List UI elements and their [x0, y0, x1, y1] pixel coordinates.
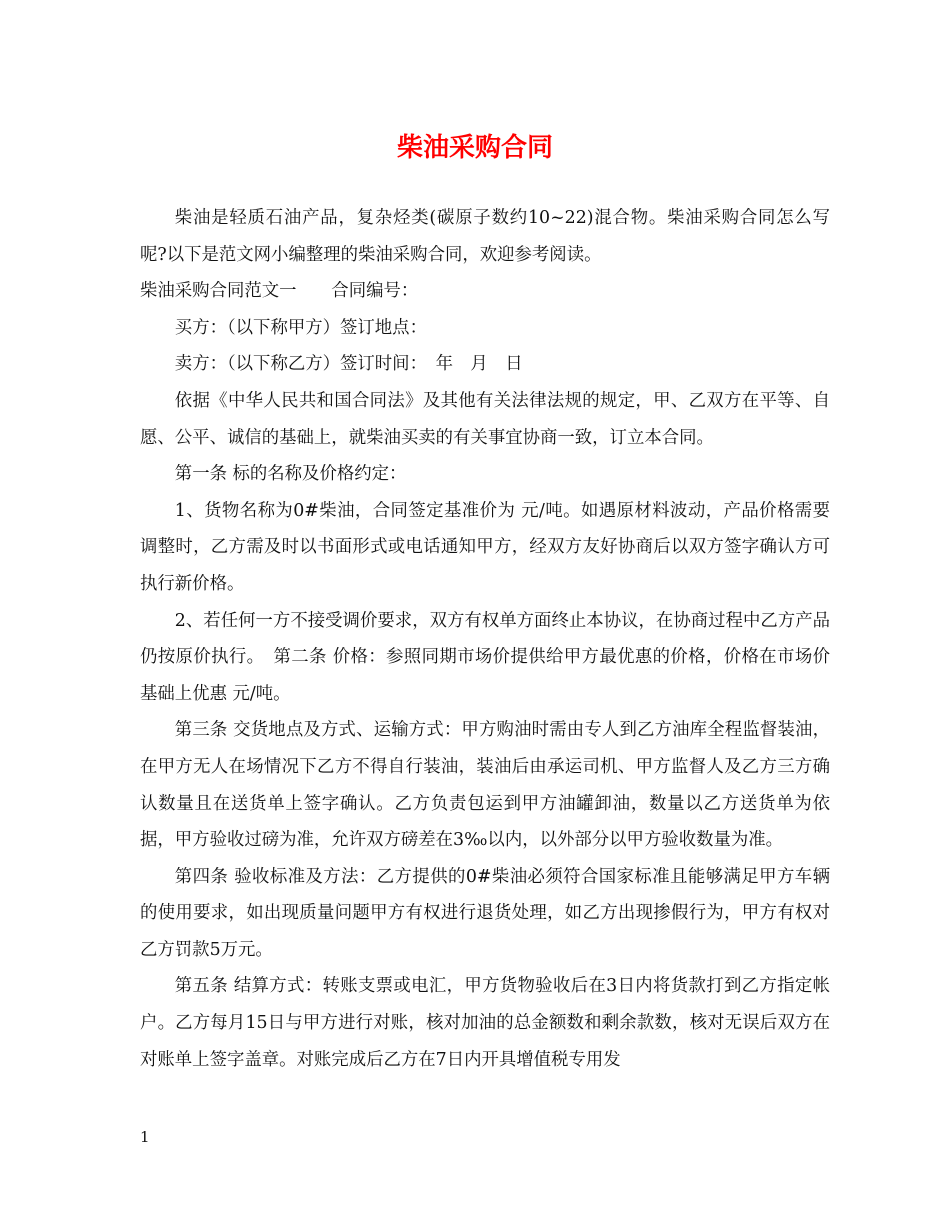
- document-body: [140, 200, 830, 1078]
- paragraph-article-3: 第三条 交货地点及方式、运输方式：甲方购油时需由专人到乙方油库全程监督装油，在甲方无人在场情况下乙方不得自行装油，装油后由承运司机、甲方监督人及乙方三方确认数量且在送货单上签字确认。乙方负责包运到甲方油罐卸油，数量以乙方送货单为依据，甲方验收过磅为准，允许双方磅差在3‰以内，以外部分以甲方验收数量为准。: [140, 720, 830, 851]
- paragraph-basis: 依据《中华人民共和国合同法》及其他有关法律法规的规定，甲、乙双方在平等、自愿、公平、诚信的基础上，就柴油买卖的有关事宜协商一致，订立本合同。: [140, 390, 830, 448]
- paragraph-contract-header: 柴油采购合同范文一 合同编号：: [140, 281, 419, 302]
- paragraph-buyer: 买方：（以下称甲方）签订地点：: [174, 317, 427, 338]
- paragraph-article-5: 第五条 结算方式：转账支票或电汇，甲方货物验收后在3日内将货款打到乙方指定帐户。乙方每月15日与甲方进行对账，核对加油的总金额数和剩余款数，核对无误后双方在对账单上签字盖章。对账完成后乙方在7日内开具增值税专用发: [140, 976, 830, 1070]
- paragraph-intro: 柴油是轻质石油产品，复杂烃类(碳原子数约10~22)混合物。柴油采购合同怎么写呢?以下是范文网小编整理的柴油采购合同，欢迎参考阅读。: [140, 208, 830, 265]
- paragraph-article-1: 第一条 标的名称及价格约定：: [174, 464, 407, 485]
- page-title: 柴油采购合同: [396, 133, 553, 163]
- paragraph-article-4: 第四条 验收标准及方法：乙方提供的0#柴油必须符合国家标准且能够满足甲方车辆的使用要求，如出现质量问题甲方有权进行退货处理，如乙方出现掺假行为，甲方有权对乙方罚款5万元。: [140, 866, 830, 960]
- page-number: 1: [140, 1128, 150, 1146]
- paragraph-clause-1: 1、货物名称为0#柴油，合同签定基准价为 元/吨。如遇原材料波动，产品价格需要调整时，乙方需及时以书面形式或电话通知甲方，经双方友好协商后以双方签字确认方可执行新价格。: [140, 500, 830, 594]
- paragraph-clause-2: 2、若任何一方不接受调价要求，双方有权单方面终止本协议，在协商过程中乙方产品仍按原价执行。 第二条 价格：参照同期市场价提供给甲方最优惠的价格，价格在市场价基础上优惠 元/吨。: [140, 610, 830, 704]
- paragraph-seller: 卖方：（以下称乙方）签订时间： 年 月 日: [174, 354, 523, 375]
